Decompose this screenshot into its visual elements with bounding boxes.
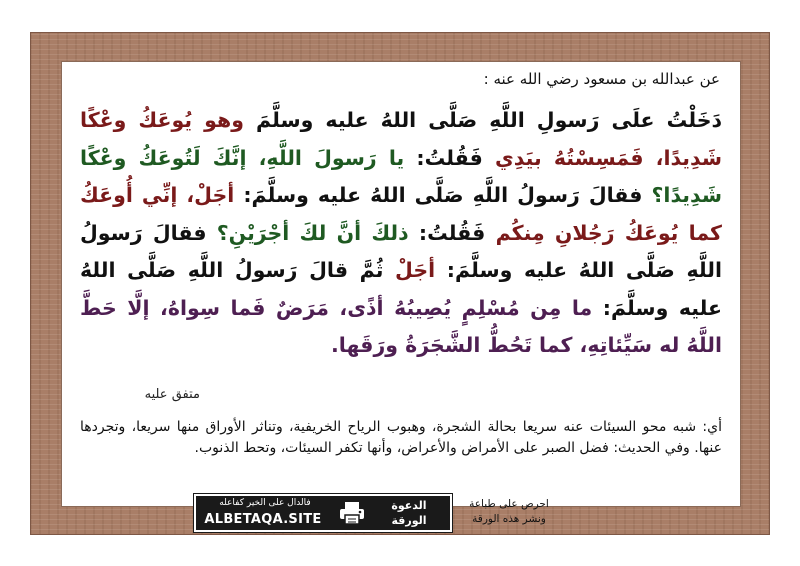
print-note xyxy=(454,497,564,527)
logo-word-top: الدعوة xyxy=(391,499,427,512)
hadith-card xyxy=(62,62,740,506)
hadith-segment: فَقُلتُ: xyxy=(418,220,486,245)
logo-word-bottom: الورقة xyxy=(391,514,427,527)
printer-icon xyxy=(338,499,366,527)
hadith-segment: يا رَسولَ اللَّهِ، إنَّكَ لَتُوعَكُ وعْكًا شَدِيدًا؟ xyxy=(80,145,722,207)
site-link[interactable]: ALBETAQA.SITE xyxy=(204,512,322,527)
hadith-segment: وهو يُوعَكُ وعْكًا شَدِيدًا، فَمَسِسْتُهُ بيَدِي xyxy=(80,108,723,170)
print-note-line2: ونشر هذه الورقة xyxy=(472,513,546,525)
hadith-segment: ذلكَ أنَّ لكَ أجْرَيْنِ؟ xyxy=(216,220,409,245)
hadith-segment: دَخَلْتُ علَى رَسولِ اللَّهِ صَلَّى اللهُ عليه وسلَّمَ xyxy=(256,108,722,132)
hadith-explanation: أي: شبه محو السيئات عنه سريعا بحالة الشجرة، وهبوب الرياح الخريفية، وتناثر الأوراق منها سريعا، وتجردها عنها. وفي الحديث: فضل الصبر على الأمراض والأعراض، وأنها تكفر السيئات، وتحط الذنوب. xyxy=(80,419,722,456)
print-note-line1: احرص على طباعة xyxy=(469,498,549,510)
hadith-segment: فَقُلتُ: xyxy=(416,145,483,170)
hadith-segment: ثُمَّ قالَ رَسولُ اللَّهِ صَلَّى اللهُ عليه وسلَّمَ: xyxy=(80,258,723,320)
hadith-source: متفق عليه xyxy=(144,387,200,402)
hadith-segment: أجَلْ، إنِّي أُوعَكُ كما يُوعَكُ رَجُلانِ مِنكُم xyxy=(80,183,722,245)
hadith-text xyxy=(80,102,722,365)
hadith-segment: أجَلْ xyxy=(395,258,436,282)
hadith-segment: فقالَ رَسولُ اللَّهِ صَلَّى اللهُ عليه وسلَّمَ: xyxy=(80,220,723,282)
footer-tagline: فالدال على الخير كفاعله xyxy=(219,498,311,508)
narrator-line: عن عبدالله بن مسعود رضي الله عنه : xyxy=(483,70,720,88)
brand-logo xyxy=(372,498,446,528)
hadith-segment: ما مِن مُسْلِمٍ يُصِيبُهُ أذًى، مَرَضٌ فَما سِواهُ، إلَّا حَطَّ اللَّهُ له سَيِّئاتِهِ، كما تَحُطُّ الشَّجَرَةُ ورَقَها. xyxy=(80,295,722,357)
hadith-segment: فقالَ رَسولُ اللَّهِ صَلَّى اللهُ عليه وسلَّمَ: xyxy=(243,183,643,207)
